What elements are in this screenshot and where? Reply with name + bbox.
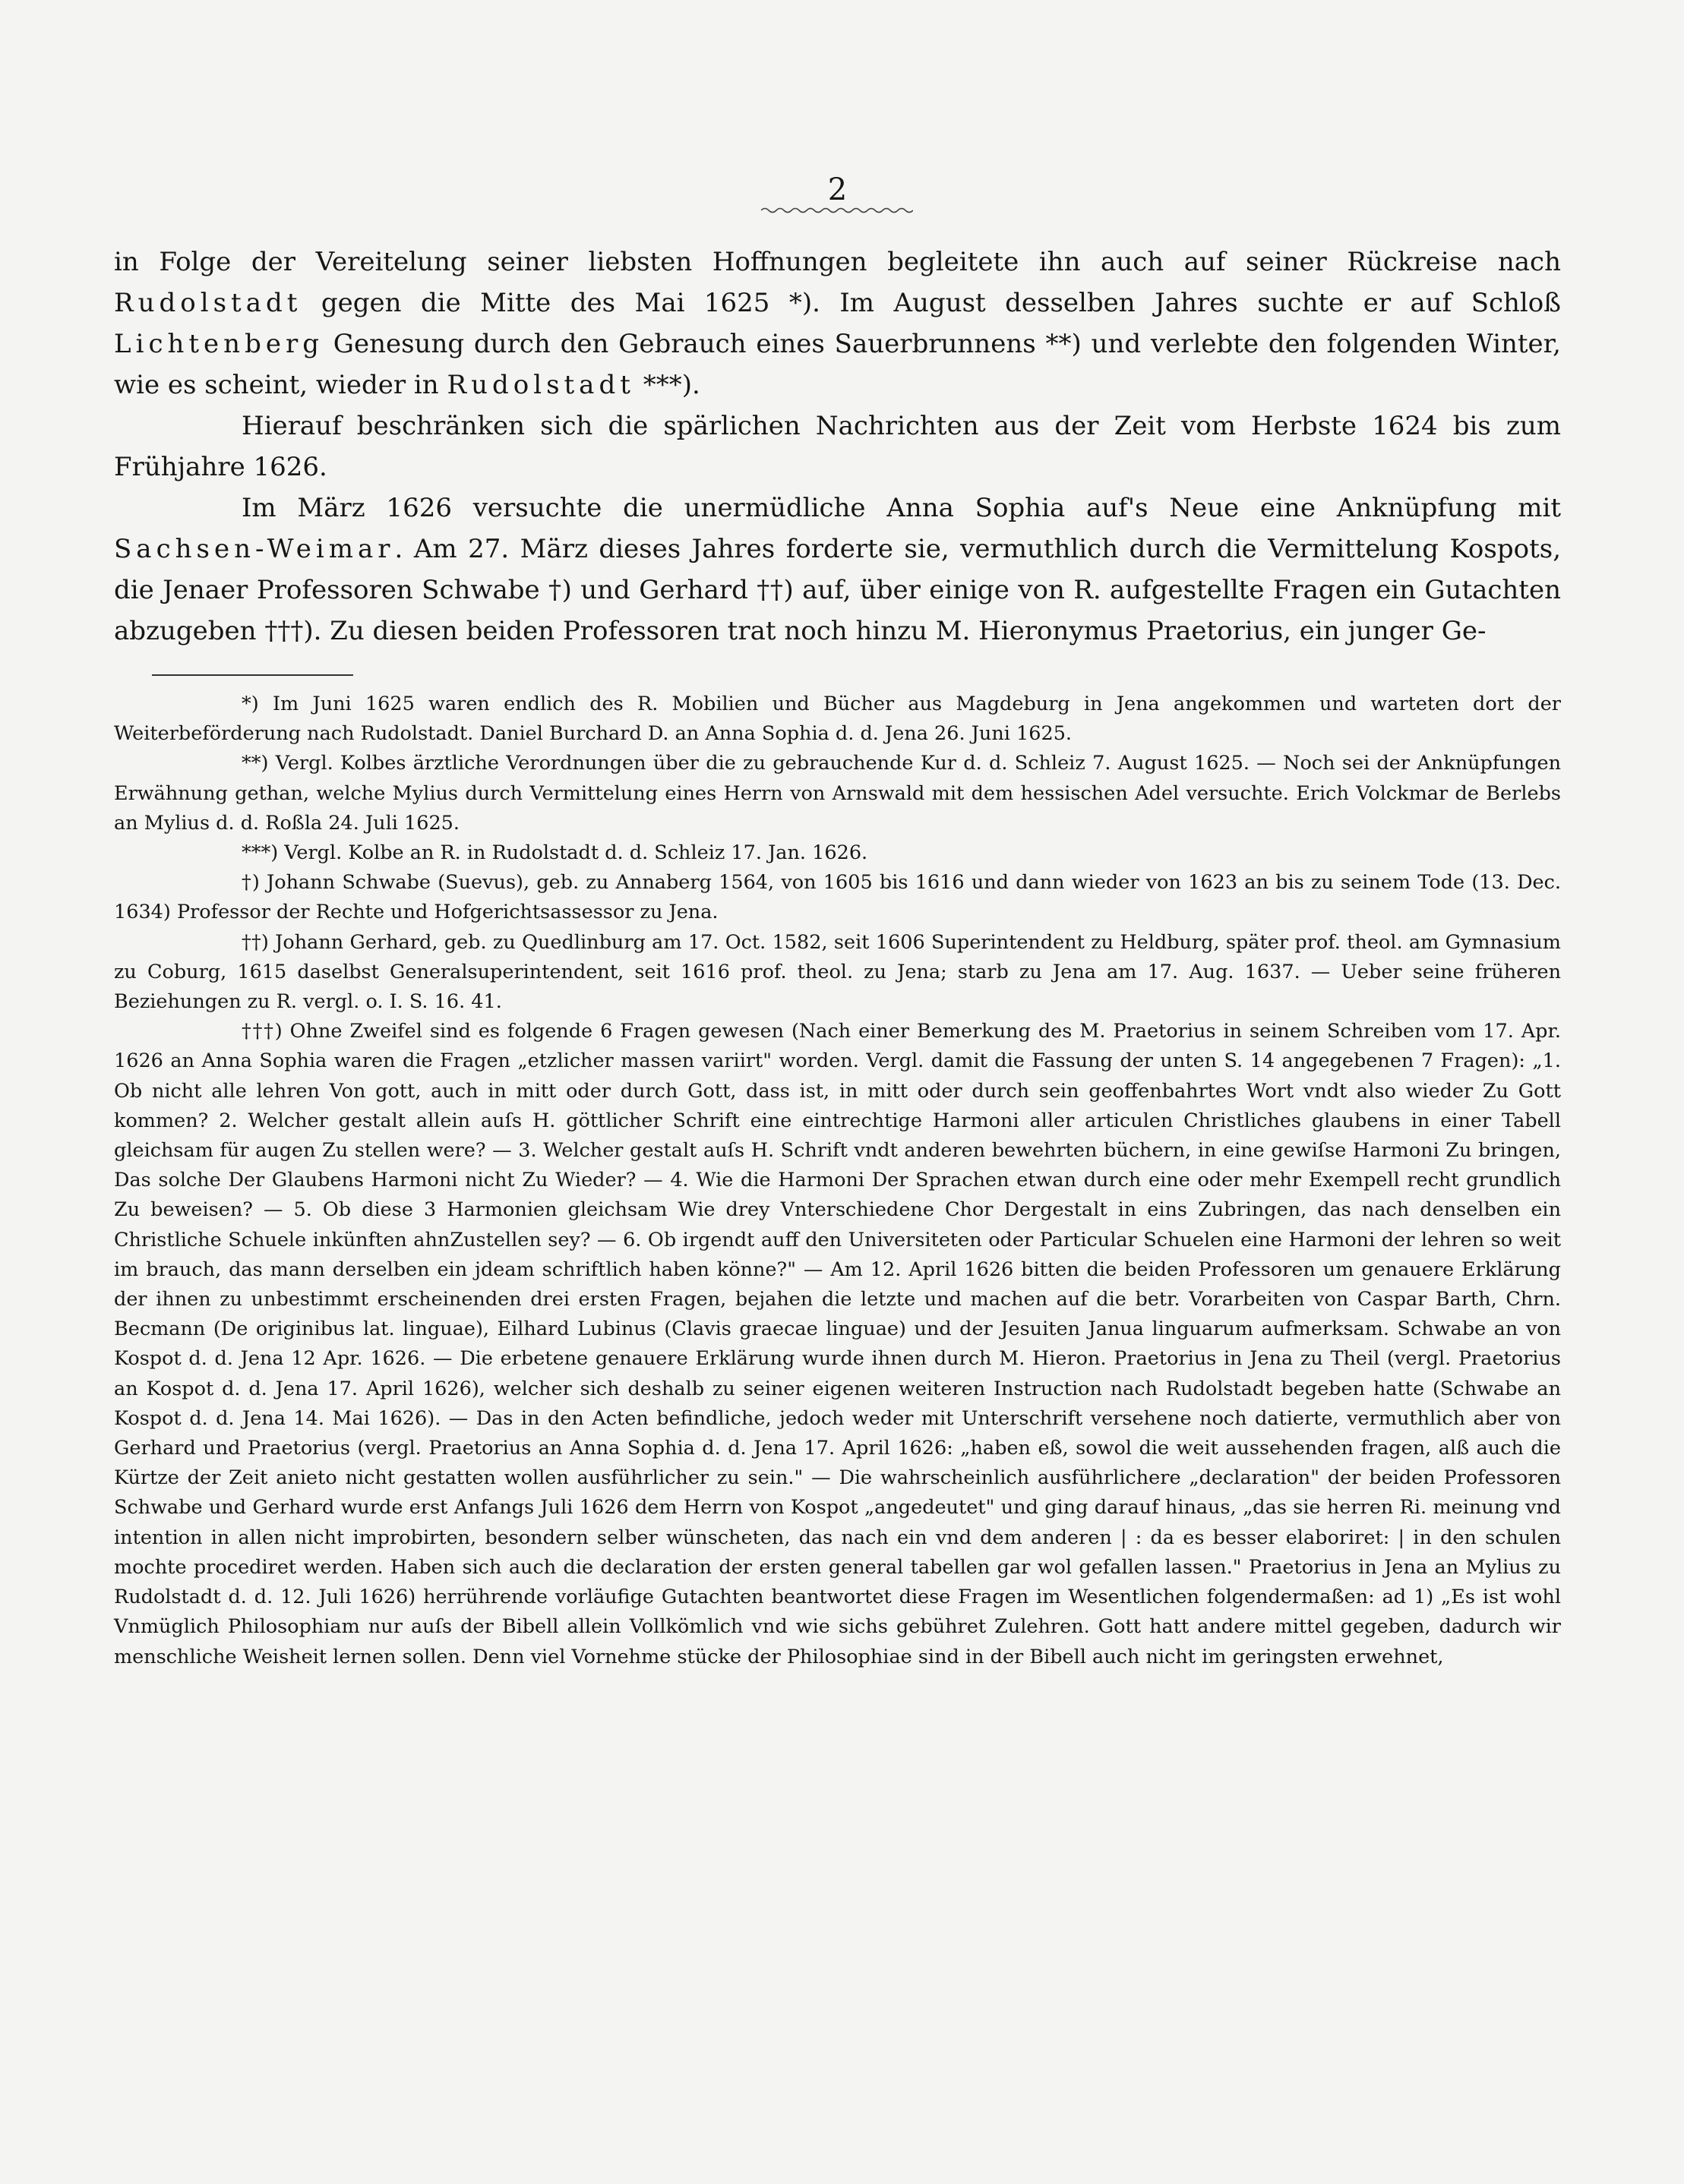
wavy-ornament-icon — [761, 207, 913, 214]
place-rudolstadt: Rudolstadt — [114, 288, 302, 318]
place-rudolstadt: Rudolstadt — [447, 370, 635, 400]
page-number: 2 — [827, 172, 848, 207]
paragraph-2: Hierauf beschränken sich die spärlichen Nachrichten aus der Zeit vom Herbste 1624 bis zum Frühjahre 1626. — [114, 411, 1561, 482]
paragraph-3: Im März 1626 versuchte die unermüdliche Anna Sophia auf's Neue eine Anknüpfung mit Sachsen-Weimar. Am 27. März dieses Jahres forderte sie, vermuthlich durch die Vermittelung Kospots, die Jenaer Professoren Schwabe †) und Gerhard ††) auf, über einige von R. aufgestellte Fragen ein Gutachten abzugeben †††). Zu diesen beiden Professoren trat noch hinzu M. Hieronymus Praetorius, ein junger Ge- — [114, 493, 1561, 646]
book-page — [114, 0, 1561, 2184]
place-lichtenberg: Lichtenberg — [114, 329, 324, 359]
place-sachsen-weimar: Sachsen-Weimar — [114, 534, 395, 564]
paragraph-1: in Folge der Vereitelung seiner liebsten Hoffnungen begleitete ihn auch auf seiner Rückreise nach Rudolstadt gegen die Mitte des Mai 1625 *). Im August desselben Jahres suchte er auf Schloß Lichtenberg Genesung durch den Gebrauch eines Sauerbrunnens **) und verlebte den folgenden Winter, wie es scheint, wieder in Rudolstadt ***). — [114, 247, 1561, 400]
footnote-4: †) Johann Schwabe (Suevus), geb. zu Annaberg 1564, von 1605 bis 1616 und dann wieder von 1623 an bis zu seinem Tode (13. Dec. 1634) Professor der Rechte und Hofgerichtsassessor zu Jena. — [114, 871, 1561, 924]
footnote-divider — [152, 674, 353, 676]
footnote-5: ††) Johann Gerhard, geb. zu Quedlinburg am 17. Oct. 1582, seit 1606 Superintendent zu Heldburg, später prof. theol. am Gymnasium zu Coburg, 1615 daselbst Generalsuperintendent, seit 1616 prof. theol. zu Jena; starb zu Jena am 17. Aug. 1637. — Ueber seine früheren Beziehungen zu R. vergl. o. I. S. 16. 41. — [114, 930, 1561, 1014]
main-text — [114, 241, 1561, 652]
footnote-6: †††) Ohne Zweifel sind es folgende 6 Fragen gewesen (Nach einer Bemerkung des M. Praetorius in seinem Schreiben vom 17. Apr. 1626 an Anna Sophia waren die Fragen „etzlicher massen variirt" worden. Vergl. damit die Fassung der unten S. 14 angegebenen 7 Fragen): „1. Ob nicht alle lehren Von gott, auch in mitt oder durch Gott, dass ist, in mitt oder durch sein geoffenbahrtes Wort vndt also wieder Zu Gott kommen? 2. Welcher gestalt allein auſs H. göttlicher Schrift eine eintrechtige Harmoni aller articulen Christliches glaubens in einer Tabell gleichsam für augen Zu stellen were? — 3. Welcher gestalt auſs H. Schrift vndt anderen bewehrten büchern, in eine gewiſse Harmoni Zu bringen, Das solche Der Glaubens Harmoni nicht Zu Wieder? — 4. Wie die Harmoni Der Sprachen etwan durch eine oder mehr Exempell recht grundlich Zu beweisen? — 5. Ob diese 3 Harmonien gleichsam Wie drey Vnterschiedene Chor Dergestalt in eins Zubringen, das nach denselben ein Christliche Schuele inkünften ahnZustellen sey? — 6. Ob irgendt auff den Universiteten oder Particular Schuelen eine Harmoni der lehren so weit im brauch, das mann derselben ein jdeam schriftlich haben könne?" — Am 12. April 1626 bitten die beiden Professoren um genauere Erklärung der ihnen zu unbestimmt erscheinenden drei ersten Fragen, bejahen die letzte und machen auf die betr. Vorarbeiten von Caspar Barth, Chrn. Becmann (De originibus lat. linguae), Eilhard Lubinus (Clavis graecae linguae) und der Jesuiten Janua linguarum aufmerksam. Schwabe an von Kospot d. d. Jena 12 Apr. 1626. — Die erbetene genauere Erklärung wurde ihnen durch M. Hieron. Praetorius in Jena zu Theil (vergl. Praetorius an Kospot d. d. Jena 17. April 1626), welcher sich deshalb zu seiner eigenen weiteren Instruction nach Rudolstadt begeben hatte (Schwabe an Kospot d. d. Jena 14. Mai 1626). — Das in den Acten befindliche, jedoch weder mit Unterschrift versehene noch datierte, vermuthlich aber von Gerhard und Praetorius (vergl. Praetorius an Anna Sophia d. d. Jena 17. April 1626: „haben eß, sowol die weit aussehenden fragen, alß auch die Kürtze der Zeit anieto nicht gestatten wollen ausführlicher zu sein." — Die wahrscheinlich ausführlichere „declaration" der beiden Professoren Schwabe und Gerhard wurde erst Anfangs Juli 1626 dem Herrn von Kospot „angedeutet" und ging darauf hinaus, „das sie herren Ri. meinung vnd intention in allen nicht improbirten, besondern selber wünscheten, das nach ein vnd dem anderen | : da es besser elaboriret: | in den schulen mochte procediret werden. Haben sich auch die declaration der ersten general tabellen gar wol gefallen lassen." Praetorius in Jena an Mylius zu Rudolstadt d. d. 12. Juli 1626) herrührende vorläufige Gutachten beantwortet diese Fragen im Wesentlichen folgendermaßen: ad 1) „Es ist wohl Vnmüglich Philosophiam nur auſs der Bibell allein Vollkömlich vnd wie sichs gebühret Zulehren. Gott hatt andere mittel gegeben, dadurch wir menschliche Weisheit lernen sollen. Denn viel Vornehme stücke der Philosophiae sind in der Bibell auch nicht im geringsten erwehnet, — [114, 1020, 1561, 1668]
footnote-1: *) Im Juni 1625 waren endlich des R. Mobilien und Bücher aus Magdeburg in Jena angekommen und warteten dort der Weiterbeförderung nach Rudolstadt. Daniel Burchard D. an Anna Sophia d. d. Jena 26. Juni 1625. — [114, 693, 1561, 746]
footnote-2: **) Vergl. Kolbes ärztliche Verordnungen über die zu gebrauchende Kur d. d. Schleiz 7. August 1625. — Noch sei der Anknüpfungen Erwähnung gethan, welche Mylius durch Vermittelung eines Herrn von Arnswald mit dem hessischen Adel versuchte. Erich Volckmar de Berlebs an Mylius d. d. Roßla 24. Juli 1625. — [114, 752, 1561, 835]
footnotes — [114, 690, 1561, 1672]
footnote-3: ***) Vergl. Kolbe an R. in Rudolstadt d. d. Schleiz 17. Jan. 1626. — [242, 841, 868, 865]
